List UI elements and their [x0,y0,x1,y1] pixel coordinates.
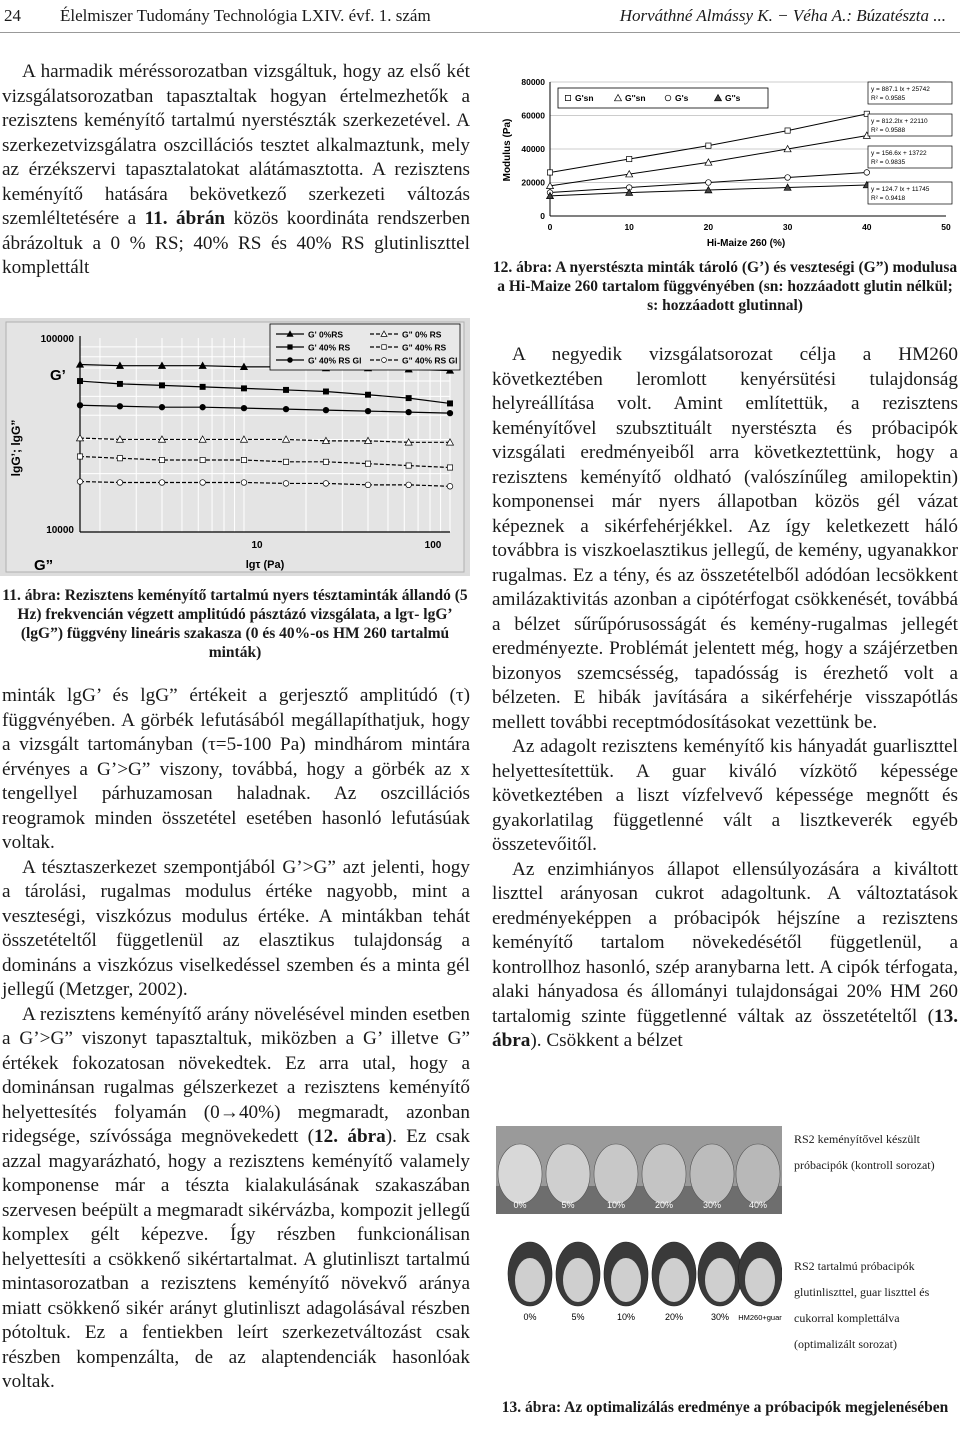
loaf-label: 10% [606,1200,626,1210]
x-tick-label: 0 [547,222,553,232]
paragraph [2,1003,470,1395]
x-tick-label: 40 [862,222,872,232]
regression-r2: R² = 0.9418 [871,195,906,202]
bread-crumb [611,1258,641,1302]
data-point [706,143,711,148]
data-point [406,395,411,400]
paragraph: minták lgG’ és lgG” értékeit a gerjesztő amplitúdó (τ) függvényében. A görbék lefutásából megállapíthatjuk, hogy a vizsgált tartományban (τ=5-100 Pa) mindhárom mintára érvényes a G’>G” viszony, továbbá, hogy a görbék az x tengellyel párhuzamosan haladnak. Az oszcillációs reogramok minden összetétel esetében hasonló lefutásúak voltak. [2,685,470,853]
paragraph-text: ). Ez csak azzal magyarázható, hogy a rezisztens keményítő valamely komponense már a tészta kialakulásának szakaszában szervesen beépült a megmaradt sikérvázba, kompozit jellegű komplex gélt képezve. Így részben funkcionálisan helyettesíti a csökkenő sikértartalmat. A glutinliszt tartalmú mintasorozatban a rezisztens keményítő növekvő aránya miatt csökkenő sikér arányt glutinliszt adagolásával részben pótoltuk. Ez a fentiekben leírt szerkezetváltozást csak részben kompenzálta, de az alaptendenciák hasonlóak voltak. [2,1126,470,1392]
data-point [547,170,552,175]
bread-loaf [642,1144,686,1204]
legend-label: G''sn [625,93,646,103]
x-tick-label: 10 [251,540,263,551]
regression-equation: y = 887.1 lx + 25742 [871,86,930,93]
y-tick-label: 100000 [40,334,74,345]
bread-loaf [736,1144,780,1204]
data-point [785,128,790,133]
data-point [864,170,870,176]
data-point [241,386,246,391]
data-point [406,409,412,415]
bread-crumb [515,1258,545,1302]
photo-note-optimized [794,1253,929,1357]
data-point [241,457,246,462]
data-point [200,404,206,410]
figure-ref: 13. ábra [492,1005,958,1051]
photo-note-line: (optimalizált sorozat) [794,1337,897,1351]
data-point [323,481,329,487]
loaf-label: 20% [654,1200,674,1210]
regression-r2: R² = 0.9588 [871,127,906,134]
legend [270,324,460,370]
annotation-g-prime: G’ [50,367,66,384]
data-point [323,389,328,394]
photo-note-control [794,1126,935,1178]
x-tick-label: 20 [703,222,714,232]
photo-note-line: cukorral komplettálva [794,1311,900,1325]
data-point [365,482,371,488]
data-point [406,463,411,468]
data-point [323,407,329,413]
data-point [241,405,247,411]
data-point [200,480,206,486]
loaf-label: 0% [523,1312,537,1322]
data-point [117,456,122,461]
data-point [117,381,122,386]
y-tick-label: 60000 [521,110,545,121]
regression-r2: R² = 0.9585 [871,95,906,102]
paragraph-text: A rezisztens keményítő arány növelésével minden esetben a G’>G” viszonyt tapasztaltuk, miközben a G’ illetve G” értékek fokozatosan növekedtek. Ez arra utal, hogy a dominánsan rugalmas gélszerkezet a rezisztens keményítő helyettesítés folyamán (0→40%) megmaradt, azonban ridegsége, szívóssága megnövekedett ( [2,1003,470,1147]
data-point [365,408,371,414]
y-axis-label: lgG’; lgG” [9,419,23,477]
legend-label: G's [675,93,689,103]
data-point [447,401,452,406]
paragraph: A tésztaszerkezet szempontjából G’>G” azt jelenti, hogy a tárolási, rugalmas modulus értéke nagyobb, mint a veszteségi, viszkózus modulus értéke. A mintákban tehát összetételtől függetlenül az elasztikus tulajdonság a domináns a viszkózus viselkedéssel szemben és a minta gél jellegű (Metzger, 2002). [2,856,470,1000]
legend-marker [665,95,671,101]
paragraph-text: A harmadik méréssorozatban vizsgáltuk, hogy az első két vizsgálatsorozatban tapasztaltak hogyan értelmezhetők a rezisztens keményítő tartalmú nyerstészták szerkezetével. A szerkezetvizsgálatra oszcillációs tesztet alkalmaztunk, mely az érzékszervi tapasztalatokat alátámasztotta. A rezisztens keményítő hatására bekövetkező szerkezeti változás szemléltetésére a [2,61,470,229]
left-top-text [2,60,470,281]
bread-loaf [546,1144,590,1204]
paragraph-text: Az enzimhiányos állapot ellensúlyozására a kiváltott liszttel arányosan cukrot adagoltunk. A változtatások eredményeképpen a próbacipók héjszíne a rezisztens keményítő tartalom növekedésétől függetlenül, a kontrollhoz hasonló, szép aranybarna lett. A cipók térfogata, alaki hányadosa és állományi tulajdonságai 20% HM 260 tartalomig szinte függetlenné váltak az összetételtől ( [492,858,958,1027]
legend-label: G" 40% RS [402,342,447,353]
paragraph [2,60,470,281]
data-point [627,156,632,161]
x-tick-label: 30 [782,222,793,232]
data-point [117,480,123,486]
bread-crumb [563,1258,593,1302]
data-point [241,480,247,486]
data-point [447,410,453,416]
data-point [283,406,289,412]
y-tick-label: 40000 [521,144,545,154]
legend-marker [565,95,570,100]
figure-11-chart [0,318,470,576]
bread-crumb [705,1258,735,1302]
data-point [283,481,289,487]
y-tick-label: 10000 [46,525,74,536]
running-head-authors: Horváthné Almássy K. − Véha A.: Búzatészta ... [619,6,946,25]
x-tick-label: 100 [424,540,442,551]
x-axis-label: Hi-Maize 260 (%) [706,238,786,249]
y-tick-label: 20000 [521,177,545,188]
loaf-label: 30% [702,1200,722,1210]
data-point [77,402,83,408]
data-point [200,384,205,389]
loaf-label: 5% [561,1200,575,1210]
data-point [447,484,453,490]
annotation-g-double-prime: G” [34,557,54,574]
data-point [77,454,82,459]
loaf-label: 40% [748,1200,768,1210]
x-tick-label: 10 [624,222,634,232]
legend-label: G" 40% RS Gl [402,355,458,366]
data-point [406,482,412,488]
figure-12-caption: 12. ábra: A nyerstészta minták tároló (G’) és veszteségi (G”) modulusa a Hi-Maize 260 tartalom függvényében (sn: hozzáadott glutin nélkül; s: hozzáadott glutinnal) [492,259,958,314]
figure-ref: 11. ábrán [144,208,226,229]
bread-crumb [659,1258,689,1302]
data-point [200,457,205,462]
data-point [365,392,370,397]
data-point [77,479,83,485]
legend-label: G' 40% RS [308,342,351,353]
journal-title: Élelmiszer Tudomány Technológia LXIV. évf. 1. szám [60,6,431,25]
data-point [447,465,452,470]
data-point [117,403,123,409]
legend [558,88,768,108]
paragraph: Az adagolt rezisztens keményítő kis hányadát guarliszttel helyettesítettük. A guar kiváló vízkötő képessége következtében a liszt vízfelvevő képessége megnőtt és gyakorlatilag függetlenné vált a lisztkeverék egyéb összetevőitől. [492,736,958,855]
legend-marker [288,358,293,363]
data-point [706,180,712,186]
loaf-label: 0% [513,1200,527,1210]
y-tick-label: 80000 [521,77,545,87]
bread-photo-control [496,1126,782,1214]
data-point [283,387,288,392]
photo-note-line: próbacipók (kontroll sorozat) [794,1158,935,1172]
legend-label: G''s [725,93,741,103]
paragraph-text: ). Csökkent a bélzet [530,1030,683,1051]
bread-loaf [498,1144,542,1204]
legend-label: G' 40% RS Gl [308,355,362,366]
figure-11-caption: 11. ábra: Rezisztens keményítő tartalmú nyers tésztaminták állandó (5 Hz) frekvencián végzett amplitúdó pásztázó vizsgálata, a lgτ- lgG’ (lgG”) függvény lineáris szakasza (0 és 40%-os HM 260 tartalmú minták) [2,587,468,661]
regression-equation: y = 156.6x + 13722 [871,150,927,157]
bread-loaf [594,1144,638,1204]
photo-note-line: RS2 keményítővel készült [794,1132,920,1146]
bread-photo-optimized [496,1236,782,1326]
figure-ref: 12. ábra [314,1126,386,1147]
legend-label: G' 0%RS [308,329,344,340]
bread-loaf [690,1144,734,1204]
regression-equation: y = 124.7 lx + 11745 [871,186,930,193]
y-axis-label: Modulus (Pa) [502,118,513,182]
data-point [159,457,164,462]
data-point [323,459,328,464]
data-point [159,404,165,410]
data-point [283,459,288,464]
bread-crumb [745,1258,775,1302]
loaf-label: 5% [571,1312,585,1322]
page-number: 24 [4,6,21,25]
regression-r2: R² = 0.9835 [871,159,906,166]
y-tick-label: 0 [540,211,545,221]
photo-note-line: RS2 tartalmú próbacipók [794,1259,915,1273]
data-point [77,378,82,383]
paragraph-text: közös koordináta rendszerben ábrázoltuk a 0 % RS; 40% RS és 40% RS glutinliszttel komplettált [2,208,470,278]
legend-marker [382,358,387,363]
loaf-label: HM260+guar [738,1313,782,1322]
paragraph [492,858,958,1054]
data-point [785,175,791,181]
right-column-text [492,343,958,1054]
figure-12-chart [496,70,960,252]
legend-marker [288,345,293,350]
legend-label: G'sn [575,93,594,103]
figure-13-caption: 13. ábra: Az optimalizálás eredménye a próbacipók megjelenésében [501,1399,949,1416]
header-rule [0,32,960,33]
loaf-label: 10% [616,1312,636,1322]
x-tick-label: 50 [941,222,951,232]
loaf-label: 20% [664,1312,684,1322]
x-axis-label: lgτ (Pa) [245,559,285,571]
data-point [159,480,165,486]
legend-label: G" 0% RS [402,329,442,340]
photo-note-line: glutinliszttel, guar liszttel és [794,1285,930,1299]
regression-equation: y = 812.2lx + 22110 [871,118,928,125]
left-bottom-text [2,684,470,1395]
paragraph: A negyedik vizsgálatsorozat célja a HM260 következtében leromlott kenyérsütési tulajdonság helyreállítása volt. Amint említettük, a rezisztens keményítővel szubsztituált nyerstészta és próbacipók vizsgálati eredményeiből arra következtettünk, hogy a rezisztens keményítő oldható (valószínűleg amilopektin) komponensei már nyers állapotban közös gél vázat képeznek a sikérfehérjékkel. Az így keletkezett háló továbbra is viszkoelasztikus jellegű, de kemény, ugyanakkor rugalmas. Ez a tény, és az összetételből adódóan lecsökkent amilázaktivitás azonban a cipótérfogat csökkenését, továbbá a bélzet sűrűpórusosságát és kemény-rugalmas jellegét eredményezte. Problémát jelentett még, hogy a szájérzetben bizonyos szemcsésség, tapadósság is érezhető volt a bélzeten. E hibák javítására a sikérfehérje visszapótlás mellett további receptmódosításokat vezettünk be. [492,344,958,733]
loaf-label: 30% [710,1312,730,1322]
data-point [159,383,164,388]
legend-marker [382,345,387,350]
data-point [365,461,370,466]
